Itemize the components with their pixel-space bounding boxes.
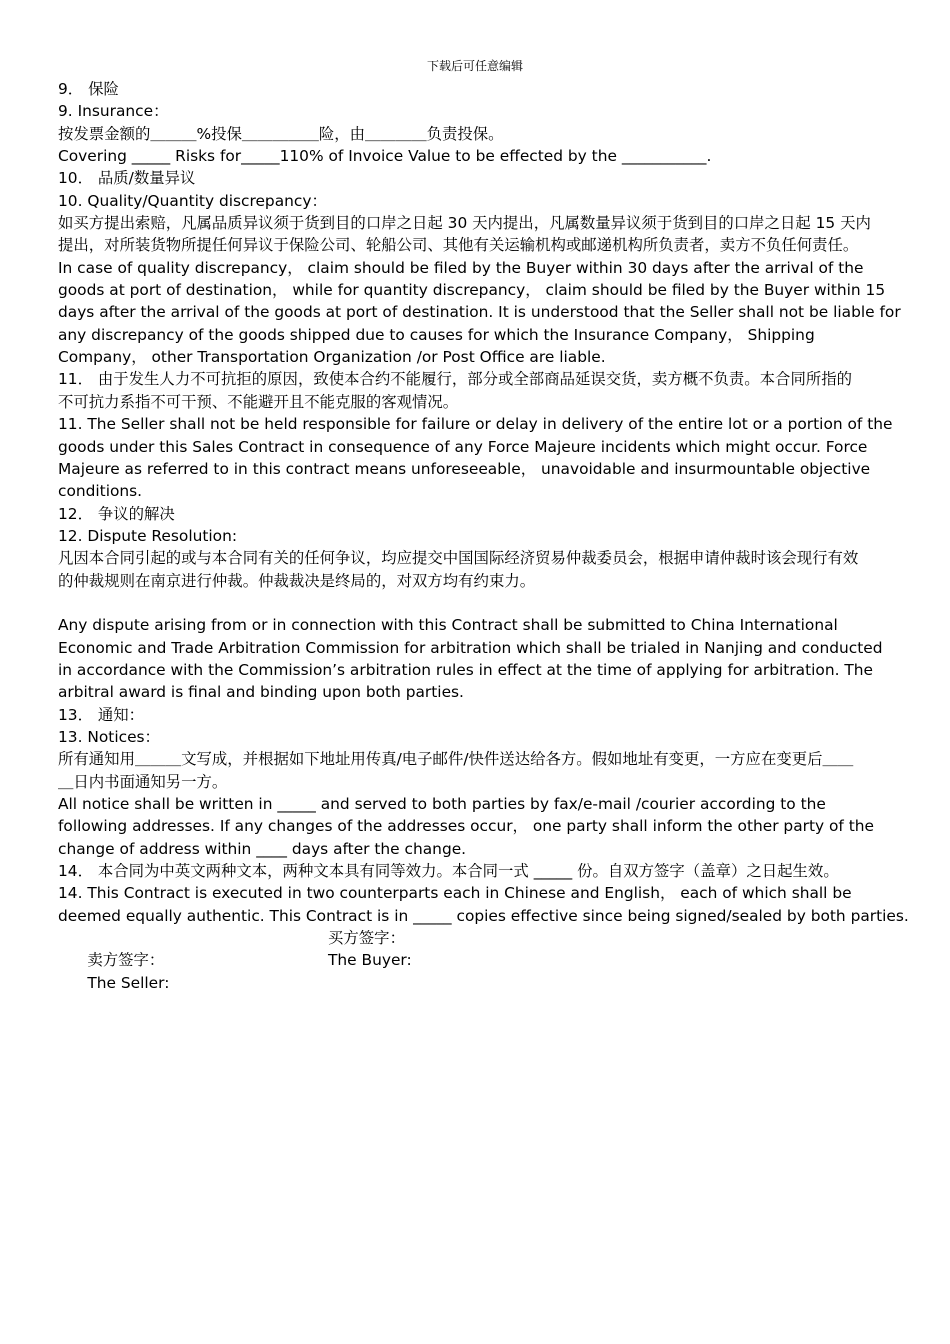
text-line: following addresses. If any changes of the addresses occur， one party shall inform the other party of the [58, 817, 874, 836]
text-line: Covering _____ Risks for_____110% of Invoice Value to be effected by the ___________. [58, 147, 712, 166]
contract-body [58, 78, 909, 992]
seller-signature-label-cn: 卖方签字： [87, 951, 165, 970]
buyer-signature-label-cn: 买方签字： [328, 929, 405, 948]
text-line: 14． 本合同为中英文两种文本，两种文本具有同等效力。本合同一式 _____ 份。自双方签字（盖章）之日起生效。 [58, 862, 839, 881]
text-line: 13． 通知： [58, 705, 145, 724]
text-line: change of address within ____ days after the change. [58, 839, 467, 858]
text-line: deemed equally authentic. This Contract is in _____ copies effective since being signed/sealed by both parties. [58, 906, 909, 925]
text-line: All notice shall be written in _____ and served to both parties by fax/e-mail /courier according to the [58, 795, 826, 813]
text-line: in accordance with the Commission’s arbitration rules in effect at the time of applying for arbitration. The [58, 660, 873, 679]
seller-signature-label-en: The Seller: [87, 973, 170, 992]
text-line: Any dispute arising from or in connection with this Contract shall be submitted to China International [58, 616, 838, 635]
blank-line [58, 592, 898, 614]
text-line: conditions. [58, 482, 143, 501]
text-line: 9. Insurance： [58, 102, 169, 121]
text-line: 13. Notices： [58, 727, 160, 746]
buyer-signature-label-en: The Buyer: [328, 951, 412, 970]
text-line: 提出，对所装货物所提任何异议于保险公司、轮船公司、其他有关运输机构或邮递机构所负责者，卖方不负任何责任。 [58, 236, 859, 255]
text-line: 如买方提出索赔，凡属品质异议须于货到目的口岸之日起 30 天内提出，凡属数量异议须于货到目的口岸之日起 15 天内 [58, 214, 871, 233]
text-line: 14. This Contract is executed in two counterparts each in Chinese and English， each of which shall be [58, 884, 852, 903]
text-line: 的仲裁规则在南京进行仲裁。仲裁裁决是终局的，对双方均有约束力。 [58, 571, 536, 590]
text-line: 按发票金额的＿＿＿%投保＿＿＿＿＿险，由＿＿＿＿负责投保。 [58, 124, 504, 143]
text-line: 12． 争议的解决 [58, 504, 175, 523]
text-line: Majeure as referred to in this contract means unforeseeable， unavoidable and insurmountable objective [58, 459, 871, 478]
text-line: any discrepancy of the goods shipped due to causes for which the Insurance Company， Shipping [58, 325, 815, 344]
text-line: 10． 品质/数量异议 [58, 169, 196, 188]
text-line: 所有通知用＿＿＿文写成，并根据如下地址用传真/电子邮件/快件送达给各方。假如地址有变更，一方应在变更后＿＿ [58, 750, 854, 769]
page-header: 下载后可任意编辑 [426, 59, 523, 73]
text-line: 11． 由于发生人力不可抗拒的原因，致使本合约不能履行，部分或全部商品延误交货，卖方概不负责。本合同所指的 [58, 370, 853, 389]
text-line: 不可抗力系指不可干预、不能避开且不能克服的客观情况。 [58, 392, 459, 411]
text-line: In case of quality discrepancy， claim should be filed by the Buyer within 30 days after the arrival of the [58, 258, 864, 277]
text-line: 10. Quality/Quantity discrepancy： [58, 191, 327, 210]
text-line: 9． 保险 [58, 80, 119, 98]
text-line: arbitral award is final and binding upon both parties. [58, 683, 464, 702]
signature-row-en [58, 949, 898, 992]
text-line: Company， other Transportation Organization /or Post Office are liable. [58, 348, 606, 367]
text-line: 11. The Seller shall not be held responsible for failure or delay in delivery of the entire lot or a portion of the [58, 415, 893, 434]
text-line: days after the arrival of the goods at port of destination. It is understood that the Seller shall not be liable for [58, 303, 901, 322]
text-line: goods at port of destination， while for quantity discrepancy， claim should be filed by the Buyer within 15 [58, 281, 886, 300]
text-line: goods under this Sales Contract in consequence of any Force Majeure incidents which might occur. Force [58, 437, 868, 456]
text-line: 12. Dispute Resolution: [58, 526, 238, 545]
text-line: ＿日内书面通知另一方。 [58, 772, 228, 791]
text-line: 凡因本合同引起的或与本合同有关的任何争议，均应提交中国国际经济贸易仲裁委员会，根据申请仲裁时该会现行有效 [58, 549, 859, 568]
text-line: Economic and Trade Arbitration Commission for arbitration which shall be trialed in Nanjing and conducted [58, 638, 883, 657]
